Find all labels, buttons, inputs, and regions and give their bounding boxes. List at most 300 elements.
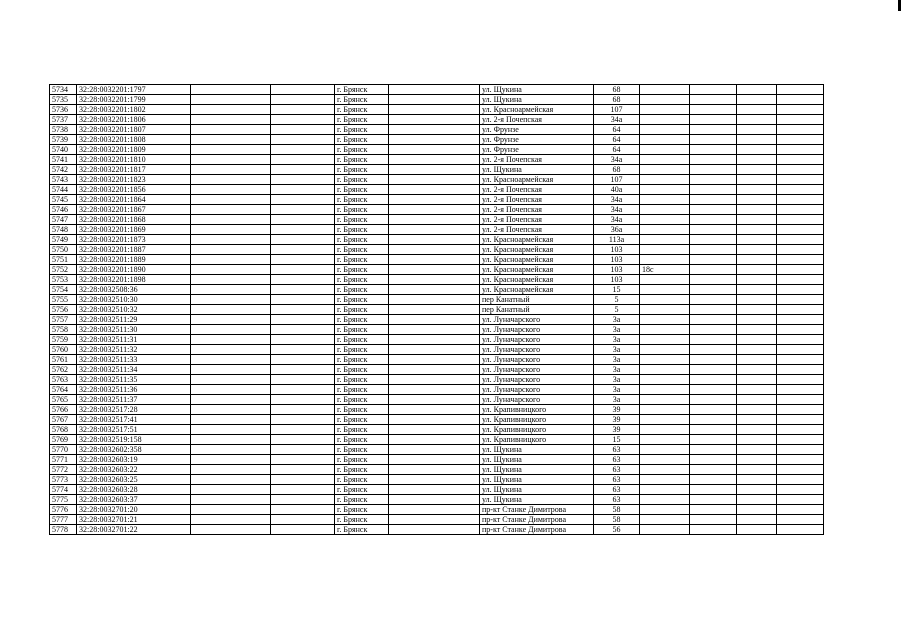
street-cell: пр-кт Станке Димитрова: [480, 505, 594, 515]
house-number-cell: 63: [594, 495, 640, 505]
building-cell: [640, 115, 690, 125]
table-row: [50, 365, 824, 375]
empty-cell: [389, 515, 480, 525]
empty-cell: [271, 455, 335, 465]
empty-cell: [690, 445, 737, 455]
empty-cell: [777, 225, 824, 235]
empty-cell: [271, 85, 335, 95]
city-cell: г. Брянск: [335, 475, 389, 485]
empty-cell: [737, 335, 777, 345]
empty-cell: [737, 125, 777, 135]
house-number-cell: 63: [594, 445, 640, 455]
empty-cell: [271, 475, 335, 485]
cadastral-number-cell: 32:28:0032201:1890: [77, 265, 191, 275]
cadastral-number-cell: 32:28:0032701:21: [77, 515, 191, 525]
building-cell: [640, 305, 690, 315]
empty-cell: [737, 245, 777, 255]
empty-cell: [389, 265, 480, 275]
empty-cell: [777, 385, 824, 395]
empty-cell: [389, 475, 480, 485]
empty-cell: [271, 205, 335, 215]
house-number-cell: 107: [594, 175, 640, 185]
empty-cell: [777, 445, 824, 455]
house-number-cell: 5: [594, 295, 640, 305]
table-row: [50, 215, 824, 225]
city-cell: г. Брянск: [335, 185, 389, 195]
cadastral-number-cell: 32:28:0032201:1806: [77, 115, 191, 125]
cadastral-number-cell: 32:28:0032511:36: [77, 385, 191, 395]
table-row: [50, 515, 824, 525]
street-cell: ул. Красноармейская: [480, 275, 594, 285]
empty-cell: [191, 225, 271, 235]
empty-cell: [690, 305, 737, 315]
address-registry-table: [49, 84, 824, 535]
empty-cell: [737, 295, 777, 305]
empty-cell: [690, 205, 737, 215]
empty-cell: [271, 295, 335, 305]
empty-cell: [191, 305, 271, 315]
street-cell: ул. Луначарского: [480, 345, 594, 355]
house-number-cell: 39: [594, 415, 640, 425]
table-body: [50, 85, 824, 535]
row-number-cell: 5768: [50, 425, 77, 435]
building-cell: [640, 515, 690, 525]
empty-cell: [690, 115, 737, 125]
empty-cell: [191, 355, 271, 365]
row-number-cell: 5741: [50, 155, 77, 165]
page-corner-mark: [898, 0, 901, 11]
empty-cell: [737, 395, 777, 405]
house-number-cell: 34а: [594, 205, 640, 215]
building-cell: [640, 155, 690, 165]
empty-cell: [777, 395, 824, 405]
cadastral-number-cell: 32:28:0032510:30: [77, 295, 191, 305]
street-cell: ул. Луначарского: [480, 325, 594, 335]
empty-cell: [737, 325, 777, 335]
cadastral-number-cell: 32:28:0032701:22: [77, 525, 191, 535]
empty-cell: [191, 235, 271, 245]
building-cell: [640, 275, 690, 285]
house-number-cell: 103: [594, 275, 640, 285]
empty-cell: [191, 425, 271, 435]
cadastral-number-cell: 32:28:0032201:1802: [77, 105, 191, 115]
table-row: [50, 295, 824, 305]
city-cell: г. Брянск: [335, 495, 389, 505]
empty-cell: [737, 115, 777, 125]
empty-cell: [737, 275, 777, 285]
row-number-cell: 5740: [50, 145, 77, 155]
house-number-cell: 34а: [594, 195, 640, 205]
empty-cell: [777, 135, 824, 145]
empty-cell: [777, 375, 824, 385]
cadastral-number-cell: 32:28:0032201:1873: [77, 235, 191, 245]
empty-cell: [777, 125, 824, 135]
row-number-cell: 5735: [50, 95, 77, 105]
building-cell: [640, 195, 690, 205]
table-row: [50, 105, 824, 115]
row-number-cell: 5764: [50, 385, 77, 395]
empty-cell: [191, 365, 271, 375]
empty-cell: [191, 455, 271, 465]
row-number-cell: 5742: [50, 165, 77, 175]
empty-cell: [389, 115, 480, 125]
empty-cell: [777, 95, 824, 105]
empty-cell: [271, 195, 335, 205]
empty-cell: [690, 475, 737, 485]
empty-cell: [690, 265, 737, 275]
empty-cell: [271, 155, 335, 165]
city-cell: г. Брянск: [335, 135, 389, 145]
empty-cell: [389, 245, 480, 255]
empty-cell: [389, 285, 480, 295]
empty-cell: [777, 235, 824, 245]
city-cell: г. Брянск: [335, 365, 389, 375]
street-cell: ул. Красноармейская: [480, 285, 594, 295]
empty-cell: [690, 455, 737, 465]
empty-cell: [737, 205, 777, 215]
row-number-cell: 5775: [50, 495, 77, 505]
empty-cell: [271, 275, 335, 285]
empty-cell: [777, 285, 824, 295]
empty-cell: [777, 245, 824, 255]
empty-cell: [389, 495, 480, 505]
house-number-cell: 39: [594, 425, 640, 435]
empty-cell: [191, 325, 271, 335]
cadastral-number-cell: 32:28:0032603:22: [77, 465, 191, 475]
cadastral-number-cell: 32:28:0032201:1867: [77, 205, 191, 215]
empty-cell: [389, 105, 480, 115]
empty-cell: [191, 185, 271, 195]
cadastral-number-cell: 32:28:0032201:1823: [77, 175, 191, 185]
cadastral-number-cell: 32:28:0032511:37: [77, 395, 191, 405]
city-cell: г. Брянск: [335, 335, 389, 345]
empty-cell: [690, 125, 737, 135]
empty-cell: [690, 415, 737, 425]
empty-cell: [389, 295, 480, 305]
empty-cell: [271, 145, 335, 155]
empty-cell: [690, 245, 737, 255]
street-cell: ул. 2-я Почепская: [480, 155, 594, 165]
empty-cell: [690, 355, 737, 365]
empty-cell: [271, 445, 335, 455]
row-number-cell: 5774: [50, 485, 77, 495]
city-cell: г. Брянск: [335, 525, 389, 535]
empty-cell: [690, 375, 737, 385]
building-cell: [640, 145, 690, 155]
empty-cell: [777, 325, 824, 335]
empty-cell: [389, 355, 480, 365]
empty-cell: [271, 435, 335, 445]
table-row: [50, 265, 824, 275]
cadastral-number-cell: 32:28:0032201:1808: [77, 135, 191, 145]
empty-cell: [389, 395, 480, 405]
cadastral-number-cell: 32:28:0032201:1807: [77, 125, 191, 135]
city-cell: г. Брянск: [335, 255, 389, 265]
street-cell: ул. Щукина: [480, 485, 594, 495]
empty-cell: [389, 455, 480, 465]
row-number-cell: 5734: [50, 85, 77, 95]
building-cell: [640, 395, 690, 405]
cadastral-number-cell: 32:28:0032201:1864: [77, 195, 191, 205]
empty-cell: [777, 115, 824, 125]
empty-cell: [271, 185, 335, 195]
empty-cell: [737, 175, 777, 185]
street-cell: ул. Луначарского: [480, 375, 594, 385]
building-cell: [640, 365, 690, 375]
house-number-cell: 40а: [594, 185, 640, 195]
empty-cell: [690, 385, 737, 395]
empty-cell: [777, 475, 824, 485]
table-row: [50, 495, 824, 505]
empty-cell: [271, 215, 335, 225]
city-cell: г. Брянск: [335, 175, 389, 185]
street-cell: ул. Крапивницкого: [480, 435, 594, 445]
street-cell: ул. Красноармейская: [480, 255, 594, 265]
building-cell: [640, 125, 690, 135]
empty-cell: [191, 155, 271, 165]
empty-cell: [389, 195, 480, 205]
empty-cell: [389, 165, 480, 175]
cadastral-number-cell: 32:28:0032511:33: [77, 355, 191, 365]
empty-cell: [191, 85, 271, 95]
table-row: [50, 305, 824, 315]
empty-cell: [777, 265, 824, 275]
empty-cell: [690, 435, 737, 445]
table-row: [50, 145, 824, 155]
empty-cell: [777, 365, 824, 375]
street-cell: ул. Крапивницкого: [480, 425, 594, 435]
empty-cell: [737, 345, 777, 355]
row-number-cell: 5778: [50, 525, 77, 535]
street-cell: ул. Красноармейская: [480, 105, 594, 115]
table-row: [50, 405, 824, 415]
street-cell: ул. Щукина: [480, 445, 594, 455]
house-number-cell: 64: [594, 125, 640, 135]
row-number-cell: 5748: [50, 225, 77, 235]
house-number-cell: 68: [594, 95, 640, 105]
table-row: [50, 415, 824, 425]
empty-cell: [191, 465, 271, 475]
row-number-cell: 5760: [50, 345, 77, 355]
empty-cell: [690, 295, 737, 305]
empty-cell: [191, 295, 271, 305]
street-cell: ул. Красноармейская: [480, 175, 594, 185]
table-row: [50, 345, 824, 355]
empty-cell: [690, 315, 737, 325]
building-cell: [640, 345, 690, 355]
city-cell: г. Брянск: [335, 485, 389, 495]
row-number-cell: 5769: [50, 435, 77, 445]
cadastral-number-cell: 32:28:0032201:1868: [77, 215, 191, 225]
street-cell: пр-кт Станке Димитрова: [480, 515, 594, 525]
empty-cell: [690, 105, 737, 115]
street-cell: ул. Луначарского: [480, 395, 594, 405]
empty-cell: [777, 175, 824, 185]
building-cell: [640, 205, 690, 215]
empty-cell: [389, 365, 480, 375]
empty-cell: [389, 125, 480, 135]
empty-cell: [389, 325, 480, 335]
empty-cell: [389, 315, 480, 325]
table-row: [50, 195, 824, 205]
row-number-cell: 5776: [50, 505, 77, 515]
building-cell: [640, 505, 690, 515]
city-cell: г. Брянск: [335, 395, 389, 405]
empty-cell: [777, 295, 824, 305]
empty-cell: [191, 445, 271, 455]
empty-cell: [389, 525, 480, 535]
house-number-cell: 39: [594, 405, 640, 415]
empty-cell: [389, 225, 480, 235]
empty-cell: [690, 155, 737, 165]
empty-cell: [737, 195, 777, 205]
city-cell: г. Брянск: [335, 345, 389, 355]
city-cell: г. Брянск: [335, 415, 389, 425]
empty-cell: [777, 195, 824, 205]
city-cell: г. Брянск: [335, 305, 389, 315]
row-number-cell: 5758: [50, 325, 77, 335]
empty-cell: [690, 195, 737, 205]
table-row: [50, 255, 824, 265]
empty-cell: [389, 305, 480, 315]
row-number-cell: 5771: [50, 455, 77, 465]
empty-cell: [690, 185, 737, 195]
row-number-cell: 5750: [50, 245, 77, 255]
empty-cell: [271, 375, 335, 385]
house-number-cell: 107: [594, 105, 640, 115]
city-cell: г. Брянск: [335, 115, 389, 125]
empty-cell: [389, 505, 480, 515]
empty-cell: [389, 425, 480, 435]
table-row: [50, 475, 824, 485]
cadastral-number-cell: 32:28:0032201:1889: [77, 255, 191, 265]
empty-cell: [690, 225, 737, 235]
building-cell: [640, 405, 690, 415]
empty-cell: [389, 85, 480, 95]
empty-cell: [191, 105, 271, 115]
empty-cell: [737, 185, 777, 195]
row-number-cell: 5761: [50, 355, 77, 365]
empty-cell: [271, 365, 335, 375]
city-cell: г. Брянск: [335, 225, 389, 235]
building-cell: [640, 445, 690, 455]
city-cell: г. Брянск: [335, 245, 389, 255]
city-cell: г. Брянск: [335, 205, 389, 215]
empty-cell: [737, 365, 777, 375]
table-row: [50, 315, 824, 325]
house-number-cell: 58: [594, 515, 640, 525]
empty-cell: [271, 385, 335, 395]
empty-cell: [690, 405, 737, 415]
empty-cell: [737, 235, 777, 245]
building-cell: [640, 415, 690, 425]
empty-cell: [191, 255, 271, 265]
street-cell: пр-кт Станке Димитрова: [480, 525, 594, 535]
empty-cell: [389, 205, 480, 215]
street-cell: ул. Красноармейская: [480, 235, 594, 245]
empty-cell: [690, 215, 737, 225]
house-number-cell: 15: [594, 435, 640, 445]
empty-cell: [737, 375, 777, 385]
empty-cell: [389, 375, 480, 385]
empty-cell: [777, 335, 824, 345]
row-number-cell: 5772: [50, 465, 77, 475]
street-cell: ул. Щукина: [480, 495, 594, 505]
building-cell: [640, 495, 690, 505]
cadastral-number-cell: 32:28:0032510:32: [77, 305, 191, 315]
empty-cell: [690, 465, 737, 475]
street-cell: ул. Фрунзе: [480, 135, 594, 145]
cadastral-number-cell: 32:28:0032201:1869: [77, 225, 191, 235]
empty-cell: [737, 95, 777, 105]
empty-cell: [737, 415, 777, 425]
building-cell: [640, 135, 690, 145]
table-row: [50, 85, 824, 95]
row-number-cell: 5766: [50, 405, 77, 415]
empty-cell: [191, 125, 271, 135]
empty-cell: [777, 165, 824, 175]
empty-cell: [777, 425, 824, 435]
street-cell: ул. Щукина: [480, 95, 594, 105]
empty-cell: [191, 505, 271, 515]
empty-cell: [191, 145, 271, 155]
row-number-cell: 5737: [50, 115, 77, 125]
house-number-cell: 5: [594, 305, 640, 315]
empty-cell: [737, 505, 777, 515]
street-cell: ул. 2-я Почепская: [480, 225, 594, 235]
table-row: [50, 205, 824, 215]
street-cell: ул. Щукина: [480, 165, 594, 175]
street-cell: ул. 2-я Почепская: [480, 215, 594, 225]
empty-cell: [271, 525, 335, 535]
city-cell: г. Брянск: [335, 405, 389, 415]
empty-cell: [271, 415, 335, 425]
empty-cell: [737, 515, 777, 525]
empty-cell: [737, 485, 777, 495]
empty-cell: [191, 345, 271, 355]
table-row: [50, 425, 824, 435]
row-number-cell: 5759: [50, 335, 77, 345]
cadastral-number-cell: 32:28:0032602:358: [77, 445, 191, 455]
cadastral-number-cell: 32:28:0032511:31: [77, 335, 191, 345]
empty-cell: [271, 335, 335, 345]
row-number-cell: 5763: [50, 375, 77, 385]
cadastral-number-cell: 32:28:0032603:25: [77, 475, 191, 485]
building-cell: [640, 185, 690, 195]
table-row: [50, 155, 824, 165]
building-cell: [640, 385, 690, 395]
row-number-cell: 5773: [50, 475, 77, 485]
row-number-cell: 5749: [50, 235, 77, 245]
house-number-cell: 34а: [594, 155, 640, 165]
building-cell: 18с: [640, 265, 690, 275]
empty-cell: [271, 515, 335, 525]
row-number-cell: 5777: [50, 515, 77, 525]
empty-cell: [777, 155, 824, 165]
empty-cell: [737, 445, 777, 455]
row-number-cell: 5739: [50, 135, 77, 145]
empty-cell: [389, 435, 480, 445]
empty-cell: [737, 495, 777, 505]
empty-cell: [389, 445, 480, 455]
empty-cell: [271, 235, 335, 245]
empty-cell: [191, 195, 271, 205]
table-row: [50, 245, 824, 255]
row-number-cell: 5744: [50, 185, 77, 195]
empty-cell: [737, 215, 777, 225]
empty-cell: [737, 85, 777, 95]
empty-cell: [690, 515, 737, 525]
